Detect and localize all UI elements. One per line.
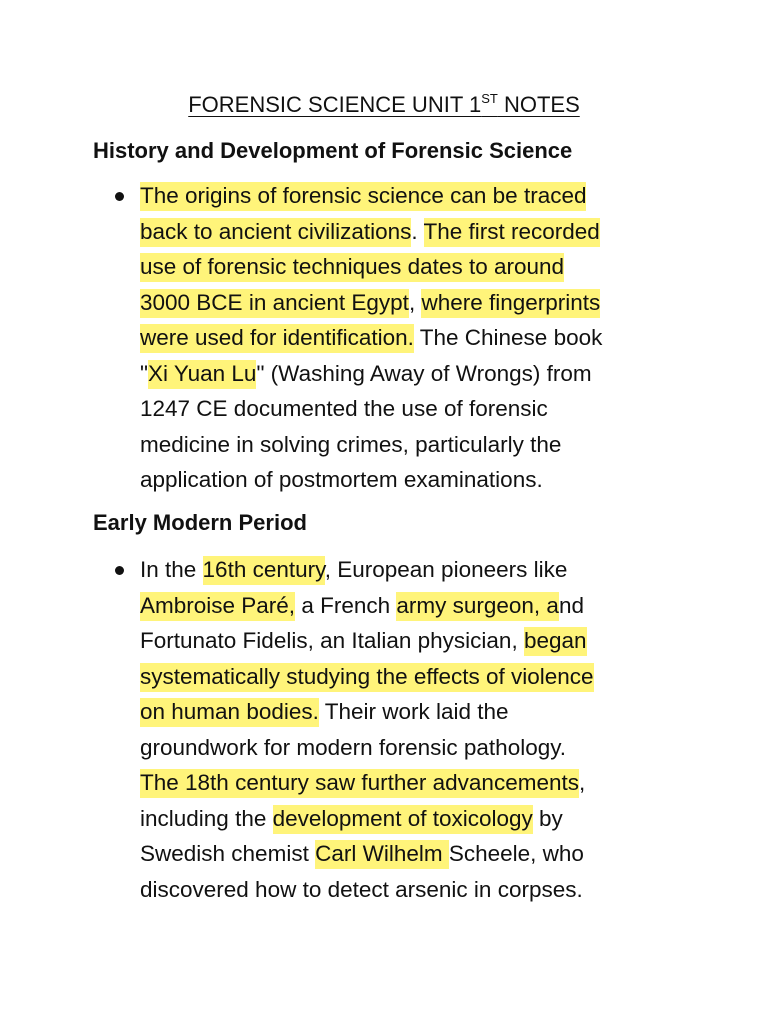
text-line	[140, 801, 700, 837]
text-segment: Scheele, who	[448, 841, 584, 866]
bullet-text	[140, 552, 700, 907]
highlighted-text: 3000 BCE in ancient Egypt	[140, 289, 409, 318]
section-heading-history: History and Development of Forensic Science	[93, 138, 573, 163]
text-segment: by	[532, 805, 563, 831]
text-line	[140, 214, 700, 250]
text-segment: ,	[408, 289, 422, 315]
highlighted-text: back to ancient civilizations	[140, 218, 411, 247]
highlighted-text: began	[524, 627, 587, 656]
highlighted-text: on human bodies.	[140, 698, 319, 727]
text-segment: discovered how to detect arsenic in corpses.	[140, 876, 583, 902]
text-segment: a French	[295, 592, 397, 618]
highlighted-text: 16th century	[203, 556, 325, 585]
text-segment: Fortunato Fidelis, an Italian physician,	[140, 628, 524, 653]
bullet-dot-icon	[115, 192, 124, 201]
highlighted-text: were used for identification.	[140, 324, 414, 353]
text-line	[140, 659, 700, 695]
text-segment: including the	[140, 805, 273, 831]
page-title	[0, 90, 768, 120]
text-segment: , European pioneers like	[324, 557, 568, 582]
text-line	[140, 552, 700, 588]
text-line	[140, 462, 700, 498]
highlighted-text: The origins of forensic science can be traced	[140, 182, 586, 211]
text-line	[140, 765, 700, 801]
title-main: FORENSIC SCIENCE UNIT 1	[188, 92, 482, 117]
text-line	[140, 427, 700, 463]
title-superscript: ST	[481, 91, 498, 106]
bullet-text	[140, 178, 700, 498]
highlighted-text: use of forensic techniques dates to around	[140, 253, 564, 282]
highlighted-text: Carl Wilhelm	[315, 840, 449, 869]
text-line	[140, 285, 700, 321]
text-segment: Their work laid the	[318, 699, 509, 724]
text-line	[140, 623, 700, 659]
text-segment: The Chinese book	[413, 325, 603, 350]
text-segment: " (Washing Away of Wrongs) from	[256, 360, 592, 386]
text-segment: nd	[558, 592, 584, 618]
section-heading-early-modern: Early Modern Period	[93, 510, 307, 535]
text-segment: application of postmortem examinations.	[140, 467, 543, 492]
text-line	[140, 391, 700, 427]
highlighted-text: Ambroise Paré,	[140, 592, 295, 621]
text-segment: Swedish chemist	[140, 841, 316, 866]
text-line	[140, 872, 700, 908]
text-segment: "	[140, 360, 148, 386]
bullet-dot-icon	[115, 566, 124, 575]
highlighted-text: army surgeon, a	[396, 592, 559, 621]
text-line	[140, 588, 700, 624]
highlighted-text: development of toxicology	[273, 805, 533, 834]
text-segment: .	[411, 218, 424, 244]
text-segment: medicine in solving crimes, particularly the	[140, 431, 562, 457]
highlighted-text: Xi Yuan Lu	[148, 360, 256, 389]
text-line	[140, 836, 700, 872]
text-line	[140, 249, 700, 285]
title-suffix: NOTES	[497, 92, 580, 117]
text-segment: 1247 CE documented the use of forensic	[140, 396, 548, 421]
highlighted-text: systematically studying the effects of violence	[140, 663, 594, 692]
text-segment: ,	[578, 770, 586, 795]
text-line	[140, 730, 700, 766]
text-line	[140, 356, 700, 392]
text-line	[140, 178, 700, 214]
text-line	[140, 694, 700, 730]
text-segment: groundwork for modern forensic pathology.	[140, 734, 567, 760]
text-line	[140, 320, 700, 356]
text-segment: In the	[140, 557, 203, 582]
highlighted-text: The 18th century saw further advancements	[140, 769, 579, 798]
highlighted-text: where fingerprints	[421, 289, 600, 318]
highlighted-text: The first recorded	[424, 218, 600, 247]
